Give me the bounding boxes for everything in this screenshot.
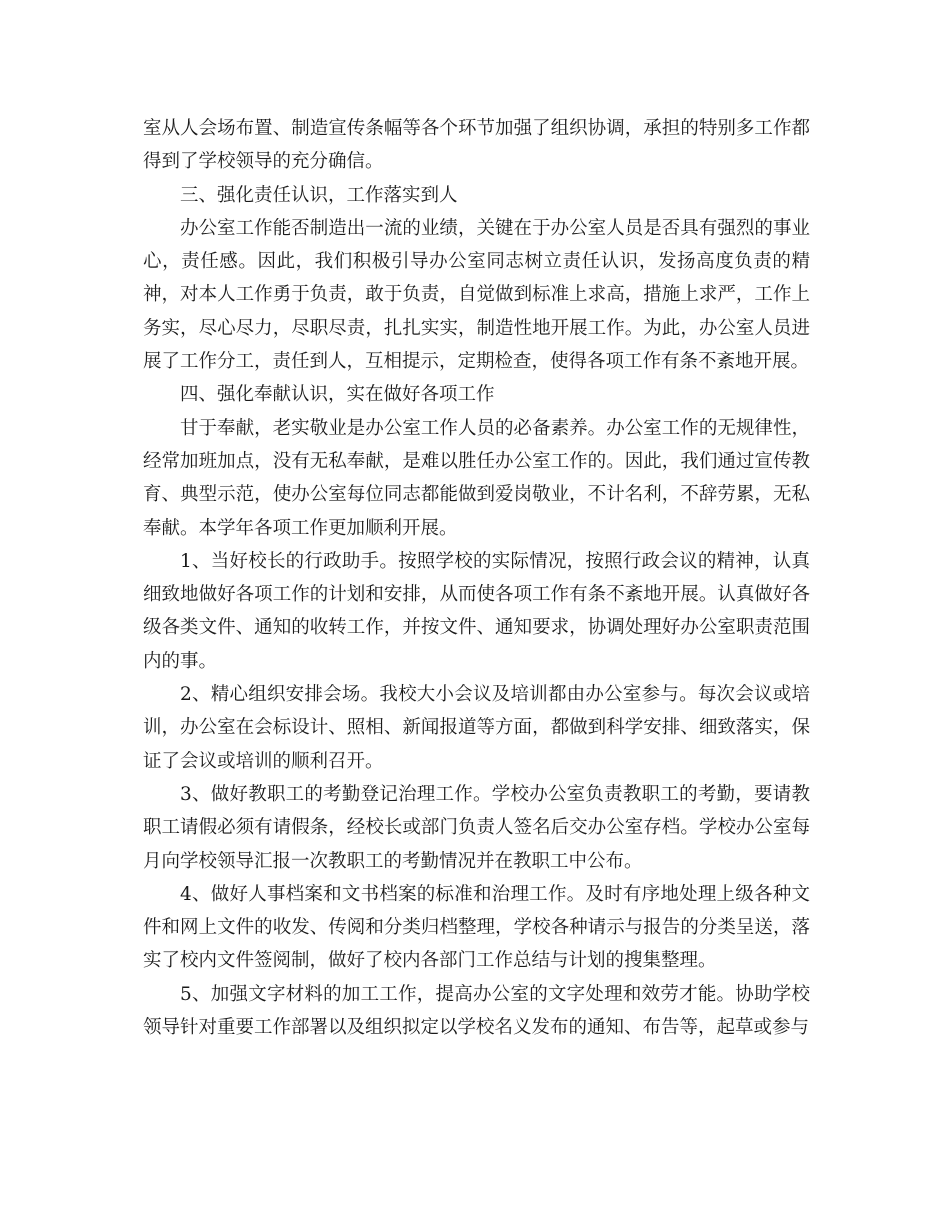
section-heading-4: 四、强化奉献认识，实在做好各项工作 xyxy=(180,384,495,406)
paragraph-continuation: 室从人会场布置、制造宣传条幅等各个环节加强了组织协调，承担的特别多工作都得到了学校领导的充分确信。 xyxy=(143,118,810,173)
list-item-5: 5、加强文字材料的加工工作，提高办公室的文字处理和效劳才能。协助学校领导针对重要工作部署以及组织拟定以学校名义发布的通知、布告等，起草或参与 xyxy=(143,983,810,1039)
paragraph: 甘于奉献，老实敬业是办公室工作人员的必备素养。办公室工作的无规律性，经常加班加点，没有无私奉献，是难以胜任办公室工作的。因此，我们通过宣传教育、典型示范，使办公室每位同志都能做到爱岗敬业，不计名利，不辞劳累，无私奉献。本学年各项工作更加顺利开展。 xyxy=(143,417,810,539)
list-item-4: 4、做好人事档案和文书档案的标准和治理工作。及时有序地处理上级各种文件和网上文件的收发、传阅和分类归档整理，学校各种请示与报告的分类呈送，落实了校内文件签阅制，做好了校内各部门工作总结与计划的搜集整理。 xyxy=(143,883,810,972)
list-item-2: 2、精心组织安排会场。我校大小会议及培训都由办公室参与。每次会议或培训，办公室在会标设计、照相、新闻报道等方面，都做到科学安排、细致落实，保证了会议或培训的顺利召开。 xyxy=(143,684,810,772)
list-item-1: 1、当好校长的行政助手。按照学校的实际情况，按照行政会议的精神，认真细致地做好各项工作的计划和安排，从而使各项工作有条不紊地开展。认真做好各级各类文件、通知的收转工作，并按文件、通知要求，协调处理好办公室职责范围内的事。 xyxy=(143,550,810,672)
list-item-3: 3、做好教职工的考勤登记治理工作。学校办公室负责教职工的考勤，要请教职工请假必须有请假条，经校长或部门负责人签名后交办公室存档。学校办公室每月向学校领导汇报一次教职工的考勤情况并在教职工中公布。 xyxy=(143,783,810,872)
section-heading-3: 三、强化责任认识，工作落实到人 xyxy=(180,184,458,206)
document-body xyxy=(143,112,810,1044)
paragraph: 办公室工作能否制造出一流的业绩，关键在于办公室人员是否具有强烈的事业心，责任感。因此，我们积极引导办公室同志树立责任认识，发扬高度负责的精神，对本人工作勇于负责，敢于负责，自觉做到标准上求高，措施上求严，工作上务实，尽心尽力，尽职尽责，扎扎实实，制造性地开展工作。为此，办公室人员进展了工作分工，责任到人，互相提示，定期检查，使得各项工作有条不紊地开展。 xyxy=(143,217,810,373)
